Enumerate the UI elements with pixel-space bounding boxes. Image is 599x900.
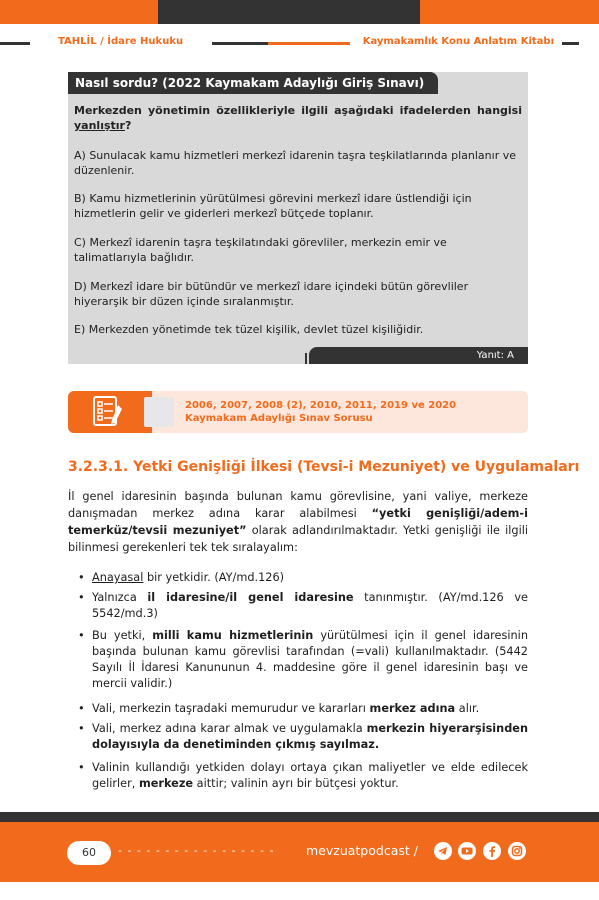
- bullet-2-text-pre: Yalnızca: [92, 591, 148, 604]
- bullet-6: [78, 760, 528, 792]
- intro-text-1: İl genel idaresinin başında bulunan kamu görevlisine, yani valiye, merkeze danışmadan merkez adına karar alabilmesi: [68, 490, 528, 520]
- intro-term: “yetki genişliği/adem-i temerküz/tevsii mezuniyet”: [68, 507, 528, 537]
- footer-brand: mevzuatpodcast /: [306, 843, 418, 858]
- question-stem-mark: ?: [124, 119, 132, 132]
- bullet-3: [78, 628, 528, 692]
- bullet-1: [78, 570, 528, 586]
- header-rule-left: [0, 42, 30, 45]
- bullet-6-term: merkeze: [138, 777, 194, 790]
- youtube-icon[interactable]: [458, 842, 476, 860]
- section-heading: 3.2.3.1. Yetki Genişliği İlkesi (Tevsi-i Mezuniyet) ve Uygulamaları: [68, 459, 580, 475]
- bullet-4-text-pre: Vali, merkezin taşradaki memurudur ve kararları: [92, 702, 370, 715]
- answer-label: Yanıt: A: [476, 350, 514, 361]
- option-b: B) Kamu hizmetlerinin yürütülmesi görevini merkezî idare üstlendiği için hizmetlerin gelir ve giderleri merkezî bütçede toplanır.: [74, 192, 472, 220]
- exam-banner-icon-block: [68, 391, 152, 433]
- bullet-dot: •: [78, 571, 85, 584]
- question-title: Nasıl sordu? (2022 Kaymakam Adaylığı Giriş Sınavı): [68, 72, 438, 94]
- bullet-4: [78, 701, 528, 717]
- instagram-icon[interactable]: [508, 842, 526, 860]
- bullet-5-text-pre: Vali, merkez adına karar almak ve uygulamakla: [92, 722, 367, 735]
- question-stem: [74, 103, 522, 133]
- option-d: D) Merkezî idare bir bütündür ve merkezî idare içindeki bütün görevliler hiyerarşik bir düzen içinde sıralanmıştır.: [74, 280, 469, 308]
- bullet-4-term: merkez adına: [369, 702, 456, 715]
- bullet-2-term: il idaresine/il genel idaresine: [147, 591, 354, 604]
- document-checklist-icon: [90, 395, 126, 429]
- header-rule-right: [562, 42, 579, 45]
- question-stem-text: Merkezden yönetimin özellikleriyle ilgili aşağıdaki ifadelerden hangisi: [74, 104, 522, 117]
- bullet-1-text: bir yetkidir. (AY/md.126): [143, 571, 285, 584]
- top-dark-bar: [158, 0, 420, 24]
- bullet-2: [78, 590, 529, 622]
- option-a: A) Sunulacak kamu hizmetleri merkezî idarenin taşra teşkilatlarında planlanır ve düzenlenir.: [74, 149, 516, 177]
- bullet-5-term: merkezin hiyerarşisinden dolayısıyla da denetiminden çıkmış sayılmaz.: [92, 722, 529, 751]
- bullet-6-text-pre: Valinin kullandığı yetkiden dolayı ortaya çıkan maliyetler ve elde edilecek gelirler,: [92, 761, 528, 790]
- bullet-2-text-post: tanınmıştır. (AY/md.126 ve 5542/md.3): [92, 591, 529, 620]
- option-c: C) Merkezî idarenin taşra teşkilatındaki görevliler, merkezin emir ve talimatlarıyla bağlıdır.: [74, 236, 447, 264]
- footer-bottom-margin: [0, 882, 599, 900]
- bullet-3-text-post: yürütülmesi için il genel idaresinin başında bulunan kamu görevlisi tarafından (=vali) kullanılmaktadır. (5442 Sayılı İl İdaresi Kanununun 4. maddesine göre il genel idaresinin başı ve mercii validir.): [92, 629, 528, 690]
- facebook-icon[interactable]: [483, 842, 501, 860]
- answer-tick: [305, 353, 307, 364]
- bullet-dot: •: [78, 591, 85, 604]
- footer-dashes: - - - - - - - - - - - - - - - - -: [118, 844, 275, 857]
- bullet-dot: •: [78, 722, 85, 735]
- bullet-1-term: Anayasal: [92, 571, 144, 584]
- header-book-title: Kaymakamlık Konu Anlatım Kitabı: [362, 36, 554, 47]
- question-stem-emphasis: yanlıştır: [74, 119, 125, 132]
- header-book-section: TAHLİL / İdare Hukuku: [58, 36, 184, 47]
- page-number: 60: [67, 841, 111, 865]
- bullet-6-text-post: aittir; valinin ayrı bir bütçesi yoktur.: [193, 777, 399, 790]
- header-rule-mid-orange: [268, 42, 350, 45]
- telegram-icon[interactable]: [434, 842, 452, 860]
- exam-banner-tab: [144, 397, 174, 427]
- bullet-dot: •: [78, 702, 85, 715]
- header-rule-mid-dark: [212, 42, 268, 45]
- bullet-3-text-pre: Bu yetki,: [92, 629, 153, 642]
- intro-text-2: olarak adlandırılmaktadır. Yetki genişliği ile ilgili bilinmesi gerekenleri tek tek sıralayalım:: [68, 524, 529, 554]
- footer-dark-strip: [0, 812, 599, 822]
- bullet-4-text-post: alır.: [455, 702, 480, 715]
- bullet-dot: •: [78, 629, 85, 642]
- exam-banner-text: 2006, 2007, 2008 (2), 2010, 2011, 2019 ve 2020 Kaymakam Adaylığı Sınav Sorusu: [185, 400, 457, 424]
- bullet-dot: •: [78, 761, 85, 774]
- bullet-5: [78, 721, 529, 753]
- option-e: E) Merkezden yönetimde tek tüzel kişilik, devlet tüzel kişiliğidir.: [74, 323, 424, 336]
- intro-paragraph: [68, 488, 528, 556]
- bullet-3-term: milli kamu hizmetlerinin: [152, 629, 314, 642]
